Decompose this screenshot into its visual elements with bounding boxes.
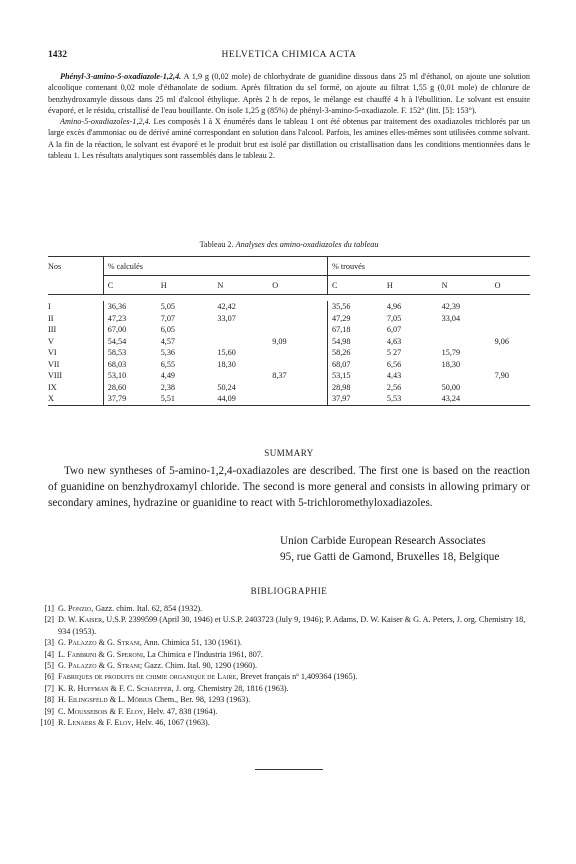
table-cell: 35,56 — [328, 301, 387, 313]
compound-number: V — [48, 336, 54, 346]
reference-item — [34, 637, 530, 648]
reference-citation: Gazz. Chim. Ital. 90, 1290 (1960). — [142, 661, 258, 671]
reference-authors: K. R. Huffman & F. C. Schaeffer, — [58, 683, 174, 693]
table-cell: 6,55 — [160, 359, 176, 369]
table-cell — [217, 324, 272, 336]
table-cell: 8,37 — [272, 371, 287, 381]
table-cell: 2,56 — [386, 382, 402, 392]
reference-item — [34, 717, 530, 728]
table-cell: 18,30 — [217, 359, 236, 369]
table-cell — [272, 359, 327, 371]
column-header-nos: Nos — [48, 257, 103, 276]
reference-authors: C. Moussebois & F. Eloy, — [58, 706, 146, 716]
table-cell: 53,15 — [328, 370, 387, 382]
reference-number: [2] — [44, 615, 54, 625]
subheader-cell: H — [161, 276, 218, 295]
reference-number: [3] — [44, 638, 54, 648]
table-cell: 54,54 — [103, 336, 160, 348]
table-cell: 67,00 — [103, 324, 160, 336]
reference-authors: D. W. Kaiser, — [58, 615, 105, 625]
reference-number: [10] — [40, 718, 54, 728]
table-cell: 9,09 — [272, 336, 287, 346]
table-cell — [272, 324, 327, 336]
table-cell: 4,49 — [160, 371, 176, 381]
subheader-cell: C — [328, 276, 387, 295]
table-cell: 2,38 — [160, 382, 176, 392]
subheader-cell: H — [387, 276, 442, 295]
table-row — [48, 370, 530, 382]
table-caption-title: Analyses des amino-oxadiazoles du tableau — [235, 240, 379, 249]
table-cell: 6,05 — [160, 325, 176, 335]
table-caption — [48, 240, 530, 249]
table-cell: 5 27 — [386, 348, 402, 358]
table-cell: 9,06 — [494, 336, 509, 346]
table-cell: 4,43 — [386, 371, 402, 381]
reference-authors: G. Palazzo & G. Strani; — [58, 661, 143, 671]
affiliation — [280, 534, 540, 566]
compound-number: VII — [48, 359, 60, 369]
bibliography-title: BIBLIOGRAPHIE — [250, 586, 328, 596]
compound-number: VI — [48, 348, 57, 358]
reference-authors: H. Eilingsfeld & L. Möbius — [58, 695, 153, 705]
table-cell: 4,57 — [160, 336, 176, 346]
table-cell: 54,98 — [328, 336, 387, 348]
table-cell — [442, 336, 495, 348]
reference-item — [34, 649, 530, 660]
reference-number: [6] — [44, 672, 54, 682]
reference-item — [34, 683, 530, 694]
table-cell — [495, 313, 530, 325]
reference-citation: La Chimica e l'Industria 1961, 807. — [145, 649, 263, 659]
paragraph-heading: Phényl-3-amino-5-oxadiazole-1,2,4. — [60, 72, 182, 81]
affiliation-institution: Union Carbide European Research Associates — [280, 535, 486, 547]
table-cell — [495, 324, 530, 336]
compound-number: III — [48, 325, 57, 335]
table-cell: 7,05 — [386, 313, 402, 323]
paragraph-text: A 1,9 g (0,02 mole) de chlorhydrate de guanidine dissous dans 25 ml d'éthanol, on ajoute une solution alcoolique contenant 0,02 mole d'éthanolate de sodium. Après filtration du sel formé, on ajoute au filtrat 1,55 g (0,01 mole) de chlorure de benzhydroxamyle dissous dans 25 ml d'alcool éthylique. Après 2 h de repos, le mélange est chauffé 4 h à l'ébullition. Le solvant est ensuite évaporé, et le résidu, cristallisé de l'eau bouillante. On isole 1,25 g (85%) de phényl-3-amino-5-oxadiazole. F. 152° (litt. [5]: 153°). — [48, 72, 530, 115]
reference-number: [4] — [44, 649, 54, 659]
table-cell: 44,09 — [217, 393, 272, 405]
table-cell: 28,60 — [103, 382, 160, 394]
table-cell: 37,79 — [103, 393, 160, 405]
table-cell: 5,05 — [160, 302, 176, 312]
reference-authors: R. Lenaers & F. Eloy, — [58, 718, 134, 728]
table-cell — [495, 347, 530, 359]
table-row — [48, 324, 530, 336]
table-cell: 18,30 — [441, 359, 461, 369]
reference-item — [34, 660, 530, 671]
paragraph-amino-oxadiazoles — [48, 116, 530, 161]
end-rule — [255, 769, 323, 770]
reference-authors: L. Fabbrini & G. Speroni, — [58, 649, 146, 659]
compound-number: VIII — [48, 371, 63, 381]
table-cell — [495, 301, 530, 313]
running-header — [48, 50, 530, 64]
compound-number: IX — [48, 382, 57, 392]
reference-number: [9] — [44, 706, 54, 716]
table-row — [48, 359, 530, 371]
table-row — [48, 382, 530, 394]
reference-authors: G. Ponzio, — [58, 604, 94, 613]
reference-item — [34, 671, 530, 682]
table-row — [48, 313, 530, 325]
table-cell — [442, 324, 495, 336]
reference-citation: U.S.P. 2399599 (April 30, 1946) et U.S.P. 2403723 (July 9, 1946); P. Adams, D. W. Kaiser & G. A. Peters, J. org. Chemistry 18, 934 (1953). — [58, 615, 526, 636]
table-cell: 4,96 — [386, 302, 402, 312]
table-row — [48, 347, 530, 359]
reference-item — [34, 614, 530, 637]
reference-citation: Ann. Chimica 51, 130 (1961). — [141, 638, 243, 648]
table-cell: 37,97 — [328, 393, 387, 405]
summary-title: SUMMARY — [264, 448, 314, 458]
table-cell: 5,36 — [160, 348, 176, 358]
affiliation-address: 95, rue Gatti de Gamond, Bruxelles 18, Belgique — [280, 550, 500, 563]
compound-number: X — [48, 393, 103, 405]
subheader-cell: N — [217, 276, 272, 295]
table-cell: 68,03 — [103, 359, 160, 371]
table-caption-prefix: Tableau 2. — [199, 240, 234, 249]
reference-citation: Gazz. chim. Ital. 62, 854 (1932). — [93, 604, 203, 613]
table-cell: 7,07 — [160, 313, 176, 323]
paragraph-text: Les composés I à X énumérés dans le tableau 1 ont été obtenus par traitement des oxadiazoles trichlorés par un large excès d'ammoniac ou de dérivé aminé correspondant en solution dans l'alcool. Parfois, les amines elles-mêmes sont utilisées comme solvant. A la fin de la réaction, le solvant est évaporé et le produit brut est isolé par distillation ou cristallisation dans les conditions mentionnées dans le tableau 1. Les résultats analytiques sont rassemblés dans le tableau 2. — [48, 117, 530, 161]
reference-item — [34, 706, 530, 717]
reference-citation: Brevet français nº 1,409364 (1965). — [238, 672, 358, 682]
table-row — [48, 301, 530, 313]
reference-number: [1] — [44, 604, 54, 613]
table-cell: 42,42 — [217, 302, 236, 312]
table-cell: 50,24 — [217, 382, 236, 392]
bibliography-list — [34, 603, 530, 728]
subheader-cell: C — [103, 276, 160, 295]
table-cell: 68,07 — [328, 359, 387, 371]
table-cell — [272, 347, 327, 359]
table-cell: 6,07 — [386, 325, 402, 335]
table-cell — [272, 393, 327, 405]
reference-citation: J. org. Chemistry 28, 1816 (1963). — [173, 683, 289, 693]
subheader-cell: N — [442, 276, 495, 295]
table-cell — [442, 370, 495, 382]
table-cell — [495, 359, 530, 371]
group-header-calculated: % calculés — [103, 257, 327, 276]
reference-citation: Chem., Ber. 98, 1293 (1963). — [152, 695, 251, 705]
table-row — [48, 393, 530, 405]
table-cell: 36,36 — [103, 301, 160, 313]
reference-number: [5] — [44, 661, 54, 671]
table-cell: 33,07 — [217, 313, 236, 323]
table-cell: 47,29 — [328, 313, 387, 325]
table-cell: 7,90 — [494, 371, 509, 381]
reference-citation: Helv. 46, 1067 (1963). — [133, 718, 210, 728]
table-cell — [495, 393, 530, 405]
group-header-found: % trouvés — [328, 257, 530, 276]
journal-title: HELVETICA CHIMICA ACTA — [221, 50, 357, 60]
table-cell — [272, 382, 327, 394]
paragraph-heading: Amino-5-oxadiazoles-1,2,4. — [60, 117, 151, 127]
table-cell — [217, 336, 272, 348]
table-cell: 6,56 — [386, 359, 402, 369]
subheader-cell: O — [272, 276, 327, 295]
experimental-text — [48, 71, 530, 161]
table-cell: 53,10 — [103, 370, 160, 382]
reference-number: [8] — [44, 695, 54, 705]
table-cell: 15,60 — [217, 348, 236, 358]
compound-number: II — [48, 313, 54, 323]
table-cell: 58,26 — [328, 347, 387, 359]
table-cell: 42,39 — [441, 302, 461, 312]
table-cell: 58,53 — [103, 347, 160, 359]
reference-number: [7] — [44, 683, 54, 693]
table-cell — [272, 301, 327, 313]
page-number: 1432 — [48, 50, 67, 60]
table-cell — [217, 370, 272, 382]
table-cell: 33,04 — [441, 313, 461, 323]
table-cell: 5,53 — [387, 393, 442, 405]
table-cell: 5,51 — [161, 393, 218, 405]
summary-text — [48, 464, 530, 511]
table-cell: 43,24 — [442, 393, 495, 405]
table-cell: 4,63 — [386, 336, 402, 346]
summary-paragraph: Two new syntheses of 5-amino-1,2,4-oxadiazoles are described. The first one is based on the reaction of guanidine on benzhydroxamyl chloride. The second is more general and consists in allowing primary or secondary amines, hydrazine or guanidine to react with 5-trichloromethyloxadiazoles. — [48, 465, 530, 509]
reference-authors: G. Palazzo & G. Strani, — [58, 638, 142, 648]
table-row — [48, 336, 530, 348]
analysis-table — [48, 256, 530, 406]
reference-authors: Fabriques de produits de chimie organique de Laire, — [58, 672, 239, 682]
compound-number: I — [48, 302, 51, 312]
reference-item — [34, 603, 530, 614]
subheader-cell: O — [495, 276, 530, 295]
table-cell: 15,79 — [441, 348, 461, 358]
reference-item — [34, 694, 530, 705]
paragraph-phenyl-amino-oxadiazole — [48, 71, 530, 116]
table-cell: 47,23 — [103, 313, 160, 325]
reference-citation: Helv. 47, 838 (1964). — [145, 706, 218, 716]
table-cell — [495, 382, 530, 394]
table-cell — [272, 313, 327, 325]
table-cell: 50,00 — [441, 382, 461, 392]
table-cell: 28,98 — [328, 382, 387, 394]
table-cell: 67,18 — [328, 324, 387, 336]
